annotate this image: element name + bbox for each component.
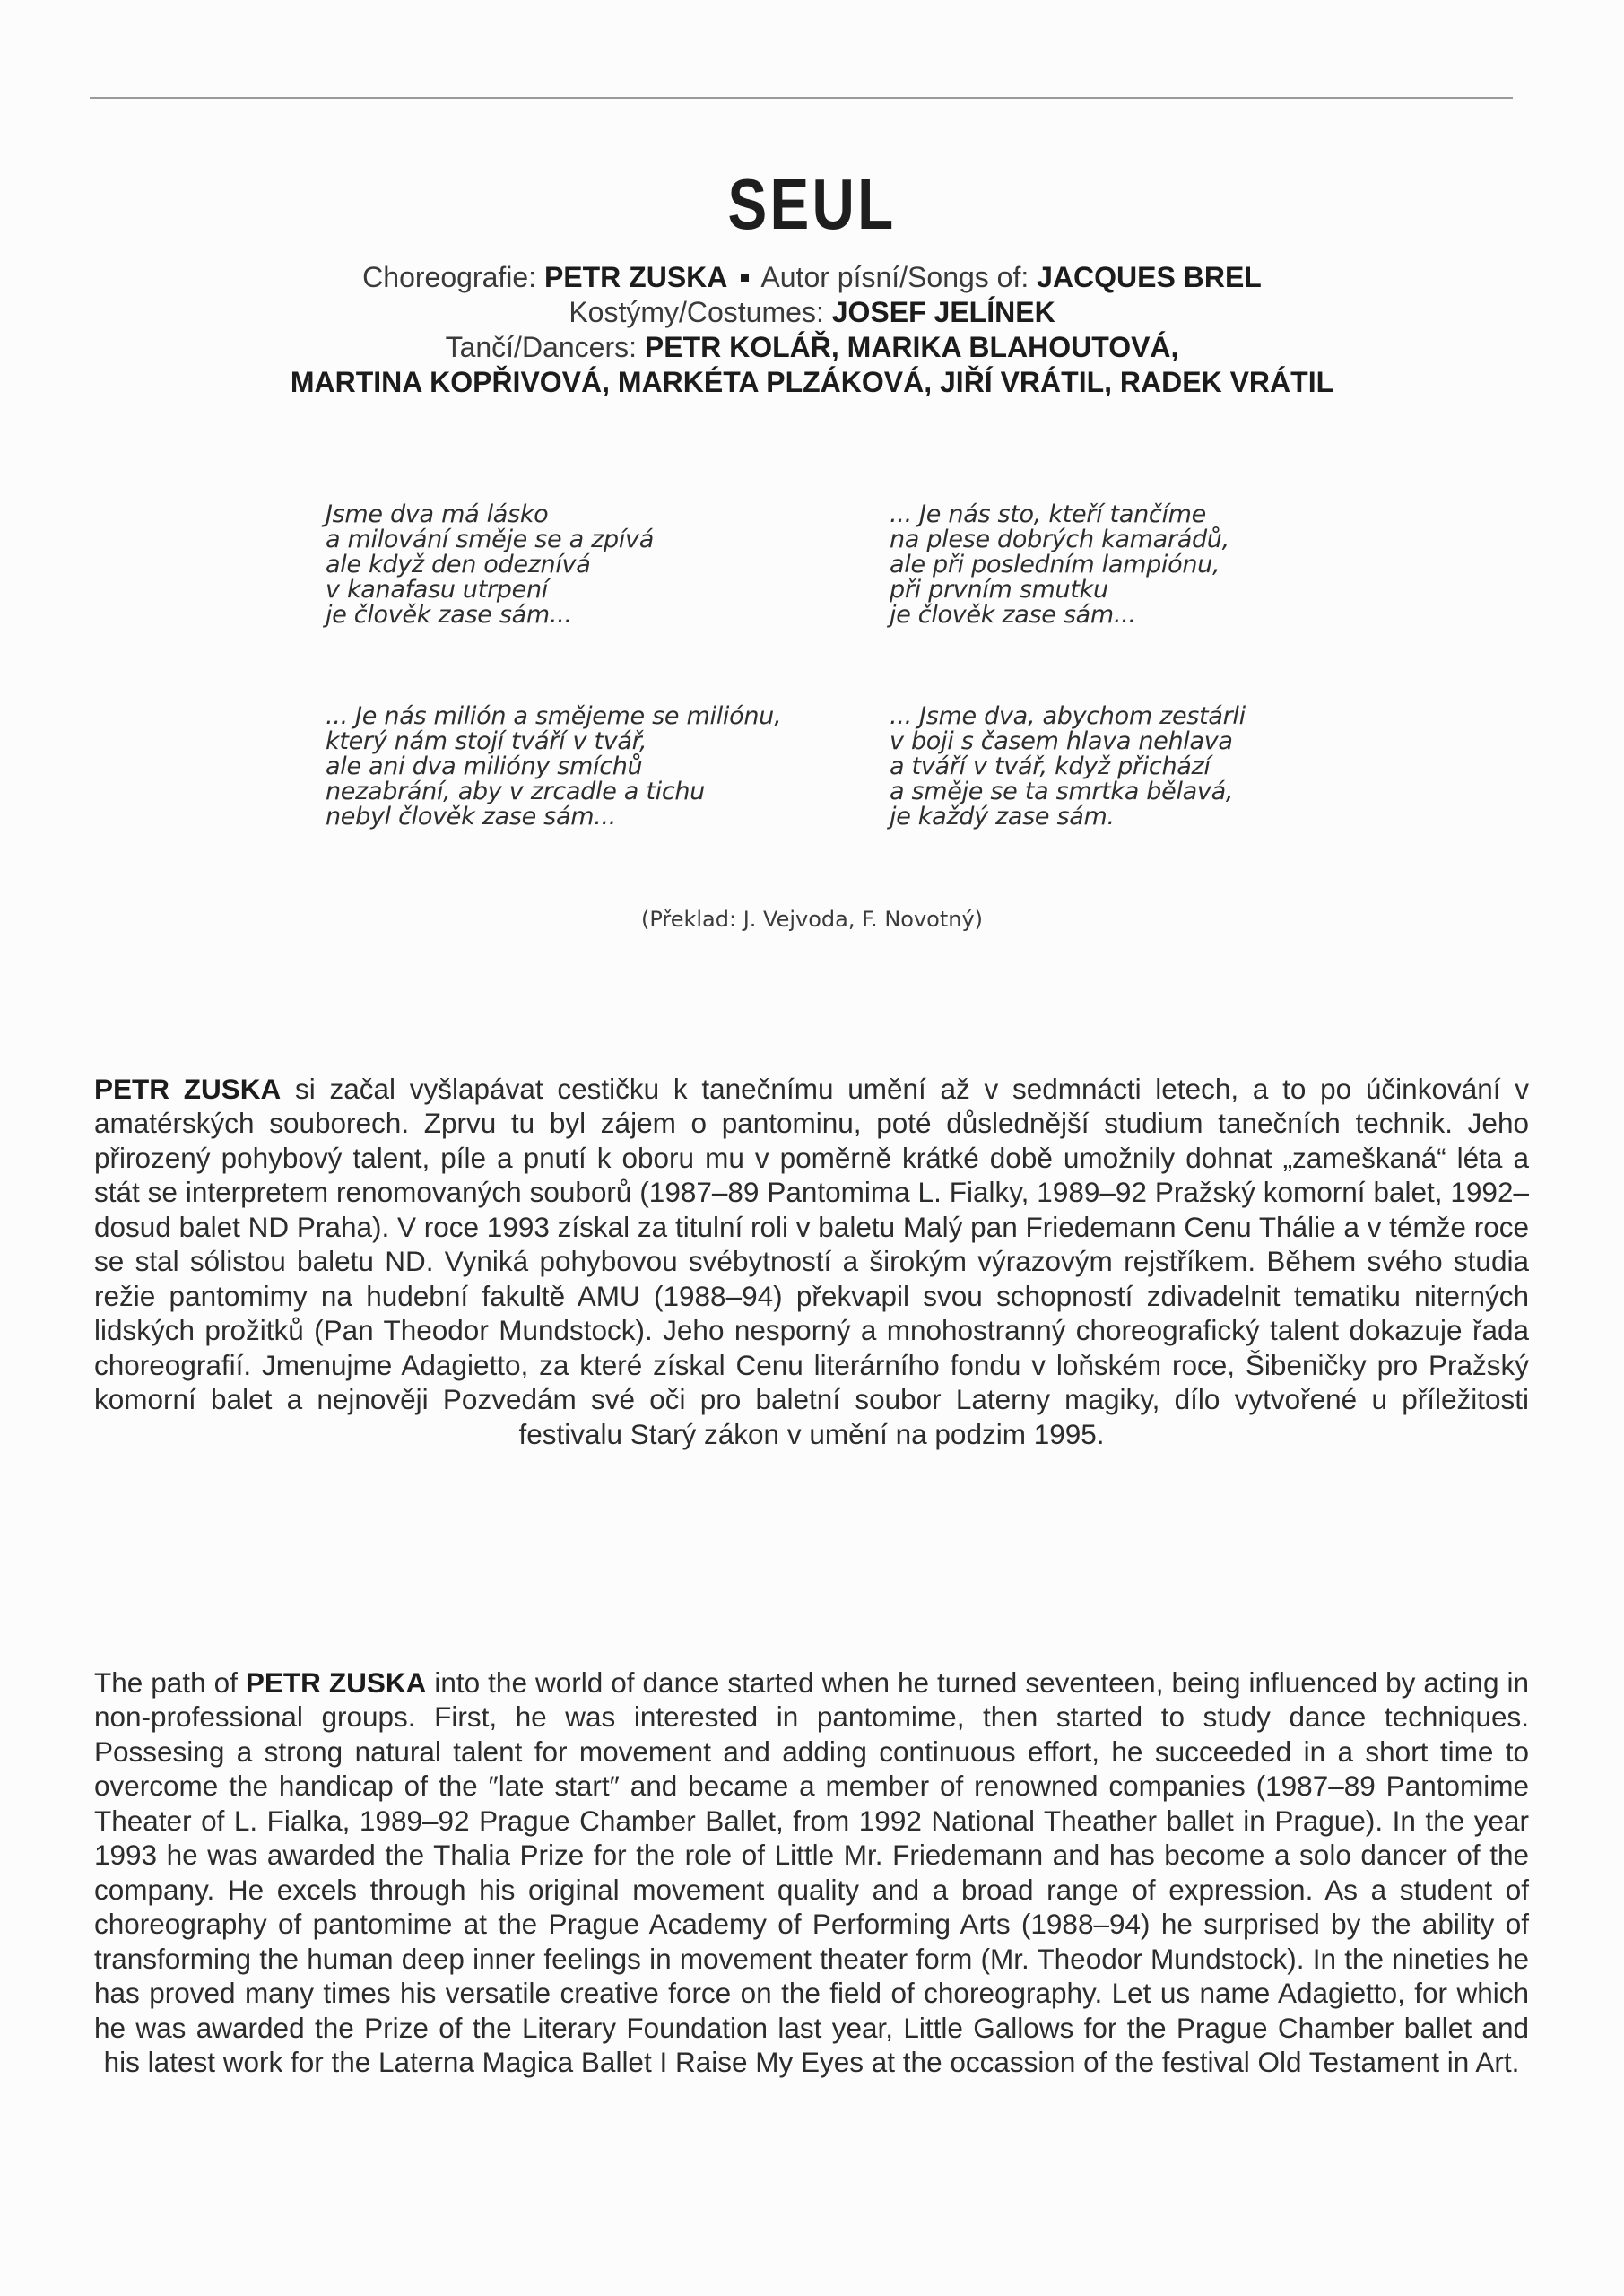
verse-line: v boji s časem hlava nehlava <box>890 727 1233 755</box>
verse-line: je člověk zase sám... <box>326 601 572 629</box>
bio-paragraph-czech <box>94 1072 1529 1452</box>
costumes-label: Kostýmy/Costumes: <box>569 296 824 328</box>
dancers-value-line2: MARTINA KOPŘIVOVÁ, MARKÉTA PLZÁKOVÁ, JIŘÍ VRÁTIL, RADEK VRÁTIL <box>290 366 1334 398</box>
top-horizontal-rule <box>90 97 1513 99</box>
square-bullet-icon <box>741 274 749 282</box>
verse-line: ... Jsme dva, abychom zestárli <box>890 702 1246 730</box>
choreography-value: PETR ZUSKA <box>543 261 728 293</box>
translation-credit: (Překlad: J. Vejvoda, F. Novotný) <box>640 907 984 932</box>
credits-line-dancers-cont <box>0 365 1624 400</box>
bio-english-prefix: The path of <box>94 1665 246 1699</box>
verse-line: při prvním smutku <box>890 576 1108 604</box>
bio-english-lead-name: PETR ZUSKA <box>245 1665 427 1699</box>
choreography-label: Choreografie: <box>362 261 537 293</box>
credits-block <box>0 260 1624 400</box>
verse-line: nezabrání, aby v zrcadle a tichu <box>326 778 705 805</box>
poem-stanza-bottom-right <box>890 704 1246 830</box>
verse-line: nebyl člověk zase sám... <box>326 803 617 831</box>
dancers-value-line1: PETR KOLÁŘ, MARIKA BLAHOUTOVÁ, <box>644 331 1179 363</box>
bio-czech-lead-name: PETR ZUSKA <box>94 1072 282 1105</box>
verse-line: který nám stojí tváří v tvář, <box>326 727 647 755</box>
page-title: SEUL <box>727 163 897 244</box>
poem-stanza-top-left <box>326 502 654 628</box>
poem-stanza-top-right <box>890 502 1229 628</box>
verse-line: je každý zase sám. <box>890 803 1115 831</box>
verse-line: ale ani dva milióny smíchů <box>326 752 643 780</box>
verse-line: a směje se ta smrtka bělavá, <box>890 778 1234 805</box>
poem-stanza-bottom-left <box>326 704 781 830</box>
songs-label: Autor písní/Songs of: <box>760 261 1029 293</box>
verse-line: ... Je nás milión a smějeme se miliónu, <box>326 702 782 730</box>
bio-paragraph-english <box>94 1665 1529 2080</box>
verse-line: ... Je nás sto, kteří tančíme <box>890 500 1206 528</box>
verse-line: je člověk zase sám... <box>890 601 1136 629</box>
verse-line: ale při posledním lampiónu, <box>890 551 1220 578</box>
credits-line-dancers <box>0 330 1624 365</box>
verse-line: na plese dobrých kamarádů, <box>890 526 1229 553</box>
costumes-value: JOSEF JELÍNEK <box>831 296 1055 328</box>
verse-line: Jsme dva má lásko <box>326 500 549 528</box>
bio-english-text: into the world of dance started when he turned seventeen, being influenced by acting in non-professional groups. First, he was interested in pantomime, then started to study dance techniques. Possesing a strong natural talent for movement and adding continuous effort, he succeeded in a short time to overcome the handicap of the ″late start″ and became a member of renowned companies (1987–89 Pantomime Theater of L. Fialka, 1989–92 Prague Chamber Ballet, from 1992 National Theather ballet in Prague). In the year 1993 he was awarded the Thalia Prize for the role of Little Mr. Friedemann and has become a solo dancer of the company. He excels through his original movement quality and a broad range of expression. As a student of choreography of pantomime at the Prague Academy of Performing Arts (1988–94) he surprised by the ability of transforming the human deep inner feelings in movement theater form (Mr. Theodor Mundstock). In the nineties he has proved many times his versatile creative force on the field of choreography. Let us name Adagietto, for which he was awarded the Prize of the Literary Foundation last year, Little Gallows for the Prague Chamber ballet and his latest work for the Laterna Magica Ballet I Raise My Eyes at the occassion of the festival Old Testament in Art. <box>94 1665 1529 2078</box>
credits-line-choreography <box>0 260 1624 295</box>
bio-czech-text: si začal vyšlapávat cestičku k tanečnímu umění až v sedmnácti letech, a to po účinkování v amatérských souborech. Zprvu tu byl zájem o pantominu, poté důslednější studium tanečních technik. Jeho přirozený pohybový talent, píle a pnutí k oboru mu v poměrně krátké době umožnily dohnat „zameškaná“ léta a stát se interpretem renomovaných souborů (1987–89 Pantomima L. Fialky, 1989–92 Pražský komorní balet, 1992–dosud balet ND Praha). V roce 1993 získal za titulní roli v baletu Malý pan Friedemann Cenu Thálie a v témže roce se stal sólistou baletu ND. Vyniká pohybovou svébytností a širokým výrazovým rejstříkem. Během svého studia režie pantomimy na hudební fakultě AMU (1988–94) překvapil svou schopností zdivadelnit tematiku niterných lidských prožitků (Pan Theodor Mundstock). Jeho nesporný a mnohostranný choreografický talent dokazuje řada choreografií. Jmenujme Adagietto, za které získal Cenu literárního fondu v loňském roce, Šibeničky pro Pražský komorní balet a nejnověji Pozvedám své oči pro baletní soubor Laterny magiky, dílo vytvořené u příležitosti festivalu Starý zákon v umění na podzim 1995. <box>94 1072 1530 1450</box>
verse-line: a milování směje se a zpívá <box>326 526 654 553</box>
dancers-label: Tančí/Dancers: <box>445 331 637 363</box>
verse-line: v kanafasu utrpení <box>326 576 548 604</box>
verse-line: a tváří v tvář, když přichází <box>890 752 1211 780</box>
verse-line: ale když den odeznívá <box>326 551 591 578</box>
credits-line-costumes <box>0 295 1624 330</box>
songs-value: JACQUES BREL <box>1037 261 1262 293</box>
